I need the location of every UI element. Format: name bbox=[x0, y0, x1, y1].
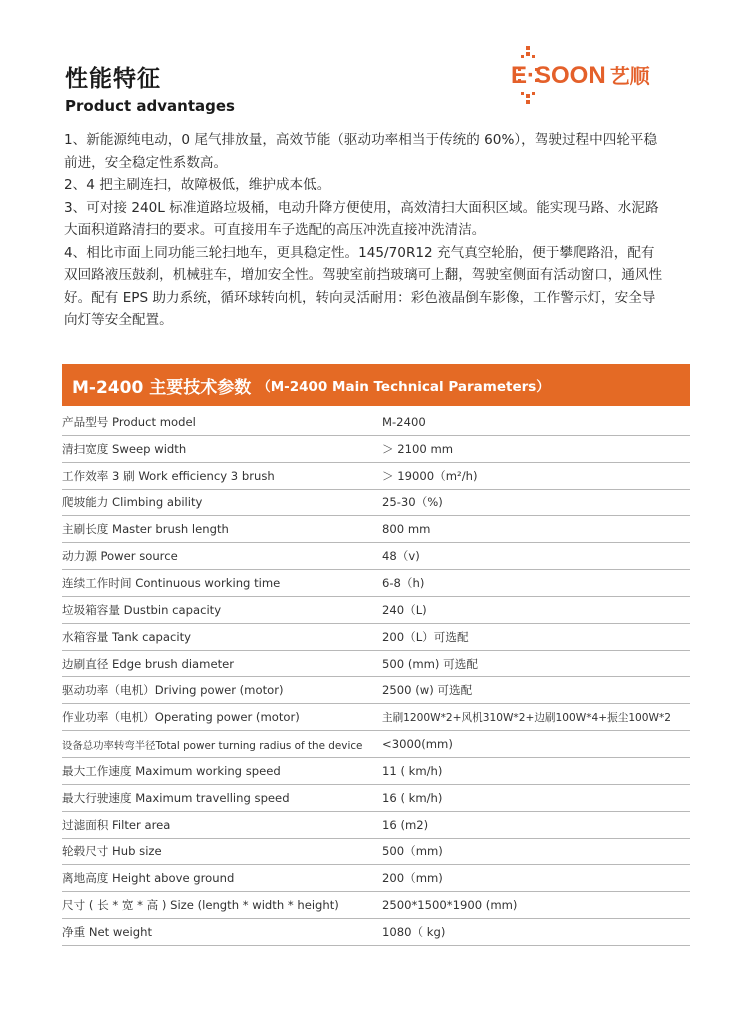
param-label: 离地高度 Height above ground bbox=[62, 871, 235, 886]
table-row bbox=[62, 704, 690, 731]
table-row bbox=[62, 490, 690, 517]
advantage-item: 3、可对接 240L 标准道路垃圾桶，电动升降方便使用，高效清扫大面积区域。能实现马路、水泥路大面积道路清扫的要求。可直接用车子选配的高压冲洗直接冲洗清洁。 bbox=[64, 199, 659, 238]
table-row bbox=[62, 892, 690, 919]
table-row bbox=[62, 651, 690, 678]
advantage-item: 2、4 把主刷连扫，故障极低，维护成本低。 bbox=[64, 177, 331, 193]
param-label: 主刷长度 Master brush length bbox=[62, 522, 229, 537]
param-label: 连续工作时间 Continuous working time bbox=[62, 575, 281, 590]
param-label: 尺寸 ( 长 * 宽 * 高 ) Size (length * width * height) bbox=[62, 898, 339, 913]
params-title: M-2400 主要技术参数 bbox=[72, 377, 252, 398]
param-value: 200（L）可选配 bbox=[382, 629, 469, 644]
product-advantages bbox=[64, 129, 664, 332]
param-label: 边刷直径 Edge brush diameter bbox=[62, 656, 235, 671]
param-value: 200（mm) bbox=[382, 871, 443, 886]
param-label: 轮毂尺寸 Hub size bbox=[62, 844, 162, 859]
param-value: 2500*1500*1900 (mm) bbox=[382, 898, 518, 913]
param-value: 1080（ kg) bbox=[382, 924, 446, 939]
table-row bbox=[62, 463, 690, 490]
table-row bbox=[62, 409, 690, 436]
table-row bbox=[62, 516, 690, 543]
page-subtitle: Product advantages bbox=[65, 97, 235, 115]
page-title: 性能特征 bbox=[65, 66, 161, 92]
params-header-bar bbox=[62, 364, 690, 406]
param-label: 最大行驶速度 Maximum travelling speed bbox=[62, 790, 290, 805]
param-label: 动力源 Power source bbox=[62, 549, 178, 564]
param-label: 作业功率（电机）Operating power (motor) bbox=[62, 710, 300, 725]
param-value: 16 (m2) bbox=[382, 817, 429, 832]
table-row bbox=[62, 785, 690, 812]
param-label: 产品型号 Product model bbox=[62, 414, 196, 429]
logo-brand: E·SOON bbox=[511, 62, 606, 89]
brand-logo bbox=[498, 44, 708, 106]
param-label: 设备总功率转弯半径Total power turning radius of the device bbox=[62, 739, 363, 752]
advantage-item: 4、相比市面上同功能三轮扫地车，更具稳定性。145/70R12 充气真空轮胎，便于攀爬路沿，配有双回路液压鼓刹，机械驻车，增加安全性。驾驶室前挡玻璃可上翻，驾驶室侧面有活动窗口，通风性好。配有 EPS 助力系统，循环球转向机，转向灵活耐用：彩色液晶倒车影像，工作警示灯，安全导向灯等安全配置。 bbox=[64, 244, 663, 328]
param-value: ＞ 19000（m²/h) bbox=[382, 468, 478, 483]
param-label: 清扫宽度 Sweep width bbox=[62, 441, 187, 456]
param-label: 过滤面积 Filter area bbox=[62, 817, 171, 832]
table-row bbox=[62, 677, 690, 704]
param-value: 主刷1200W*2+风机310W*2+边刷100W*4+振尘100W*2 bbox=[382, 711, 672, 724]
table-row bbox=[62, 758, 690, 785]
table-row bbox=[62, 543, 690, 570]
param-value: 800 mm bbox=[382, 522, 431, 537]
param-value: 500（mm) bbox=[382, 844, 443, 859]
table-row bbox=[62, 624, 690, 651]
param-label: 最大工作速度 Maximum working speed bbox=[62, 763, 281, 778]
param-value: 2500 (w) 可选配 bbox=[382, 683, 473, 698]
param-value: 25-30（%) bbox=[382, 495, 443, 510]
param-value: 48（v) bbox=[382, 549, 420, 564]
params-title-en: （M-2400 Main Technical Parameters） bbox=[257, 379, 550, 395]
table-row bbox=[62, 839, 690, 866]
logo-brand-cn: 艺顺 bbox=[609, 66, 650, 88]
param-value: 500 (mm) 可选配 bbox=[382, 656, 478, 671]
params-table bbox=[62, 409, 690, 946]
param-label: 工作效率 3 刷 Work efficiency 3 brush bbox=[62, 468, 275, 483]
table-row bbox=[62, 570, 690, 597]
param-value: 16 ( km/h) bbox=[382, 790, 443, 805]
param-value: <3000(mm) bbox=[382, 737, 453, 752]
table-row bbox=[62, 597, 690, 624]
param-label: 爬坡能力 Climbing ability bbox=[62, 495, 203, 510]
param-value: ＞ 2100 mm bbox=[382, 441, 454, 456]
table-row bbox=[62, 812, 690, 839]
table-row bbox=[62, 919, 690, 946]
param-label: 水箱容量 Tank capacity bbox=[62, 629, 192, 644]
param-label: 净重 Net weight bbox=[62, 924, 152, 939]
param-label: 垃圾箱容量 Dustbin capacity bbox=[62, 602, 222, 617]
param-value: M-2400 bbox=[382, 414, 426, 429]
param-label: 驱动功率（电机）Driving power (motor) bbox=[62, 683, 284, 698]
table-row bbox=[62, 731, 690, 758]
table-row bbox=[62, 436, 690, 463]
advantage-item: 1、新能源纯电动，0 尾气排放量，高效节能（驱动功率相当于传统的 60%），驾驶过程中四轮平稳前进，安全稳定性系数高。 bbox=[64, 132, 658, 171]
param-value: 6-8（h) bbox=[382, 575, 425, 590]
param-value: 240（L) bbox=[382, 602, 427, 617]
table-row bbox=[62, 865, 690, 892]
param-value: 11 ( km/h) bbox=[382, 763, 443, 778]
